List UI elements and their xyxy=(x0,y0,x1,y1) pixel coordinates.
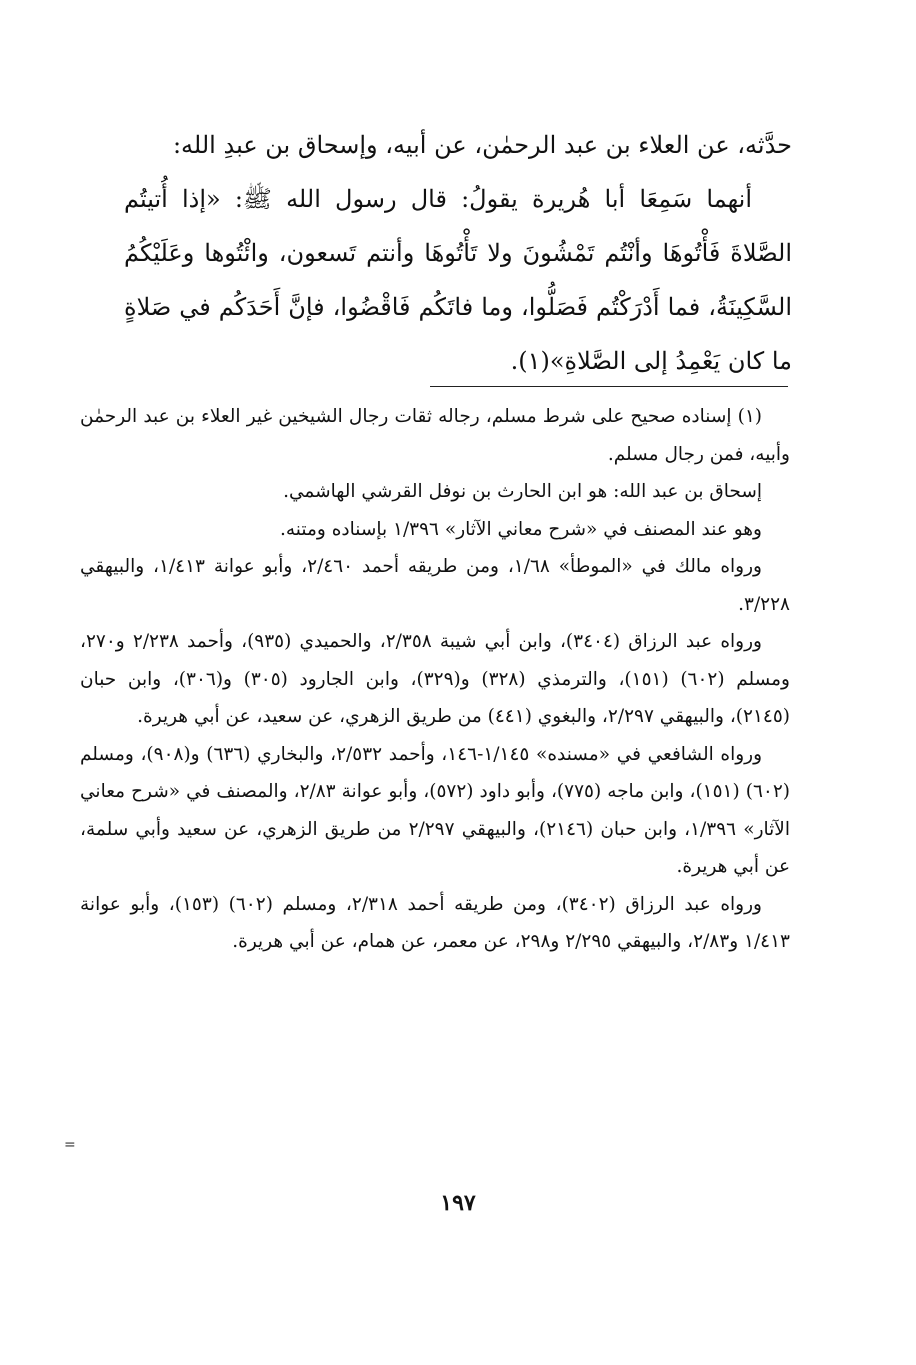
hadith-intro: حدَّثه، عن العلاء بن عبد الرحمٰن، عن أبيه، وإسحاق بن عبدِ الله: xyxy=(172,131,792,159)
footnote-divider xyxy=(430,386,788,387)
footnote-paragraph: ورواه الشافعي في «مسنده» ١/١٤٥-١٤٦، وأحمد ٢/٥٣٢، والبخاري (٦٣٦) و(٩٠٨)، ومسلم (٦٠٢) (١٥١)، وابن ماجه (٧٧٥)، وأبو داود (٥٧٢)، وأبو عوانة ٢/٨٣، والمصنف في «شرح معاني الآثار» ١/٣٩٦، وابن حبان (٢١٤٦)، والبيهقي ٢/٢٩٧ من طريق الزهري، عن سعيد وأبي سلمة، عن أبي هريرة. xyxy=(80,743,790,877)
hadith-text: أنهما سَمِعَا أبا هُريرة يقولُ: قال رسول الله ﷺ: «إذا أُتيتُم الصَّلاةَ فَأْتُوهَا وأنْتُم تَمْشُونَ ولا تَأْتُوهَا وأنتم تَسعون، وائْتُوها وعَلَيْكُمُ السَّكِينَةُ، فما أَدْرَكْتُم فَصَلُّوا، وما فاتَكُم فَاقْضُوا، فإنَّ أَحَدَكُم في صَلاةٍ ما كان يَعْمِدُ إلى الصَّلاةِ»(١). xyxy=(124,185,792,375)
footnote-paragraph: وهو عند المصنف في «شرح معاني الآثار» ١/٣٩٦ بإسناده ومتنه. xyxy=(280,518,762,540)
page-number: ١٩٧ xyxy=(440,1190,476,1216)
footnote-paragraph: (١) إسناده صحيح على شرط مسلم، رجاله ثقات رجال الشيخين غير العلاء بن عبد الرحمٰن وأبيه، فمن رجال مسلم. xyxy=(80,406,790,465)
footnotes xyxy=(80,398,790,961)
footnote-paragraph: إسحاق بن عبد الله: هو ابن الحارث بن نوفل القرشي الهاشمي. xyxy=(283,481,762,502)
margin-mark: = xyxy=(64,1137,76,1153)
main-text xyxy=(124,118,792,388)
footnote-paragraph: ورواه عبد الرزاق (٣٤٠٢)، ومن طريقه أحمد ٢/٣١٨، ومسلم (٦٠٢) (١٥٣)، وأبو عوانة ١/٤١٣ و٢/٨٣، والبيهقي ٢/٢٩٥ و٢٩٨، عن معمر، عن همام، عن أبي هريرة. xyxy=(80,893,790,952)
footnote-paragraph: ورواه مالك في «الموطأ» ١/٦٨، ومن طريقه أحمد ٢/٤٦٠، وأبو عوانة ١/٤١٣، والبيهقي ٣/٢٢٨. xyxy=(80,556,790,615)
footnote-paragraph: ورواه عبد الرزاق (٣٤٠٤)، وابن أبي شيبة ٢/٣٥٨، والحميدي (٩٣٥)، وأحمد ٢/٢٣٨ و٢٧٠، ومسلم (٦٠٢) (١٥١)، والترمذي (٣٢٨) و(٣٢٩)، وابن الجارود (٣٠٥) و(٣٠٦)، وابن حبان (٢١٤٥)، والبيهقي ٢/٢٩٧، والبغوي (٤٤١) من طريق الزهري، عن سعيد، عن أبي هريرة. xyxy=(80,631,790,727)
